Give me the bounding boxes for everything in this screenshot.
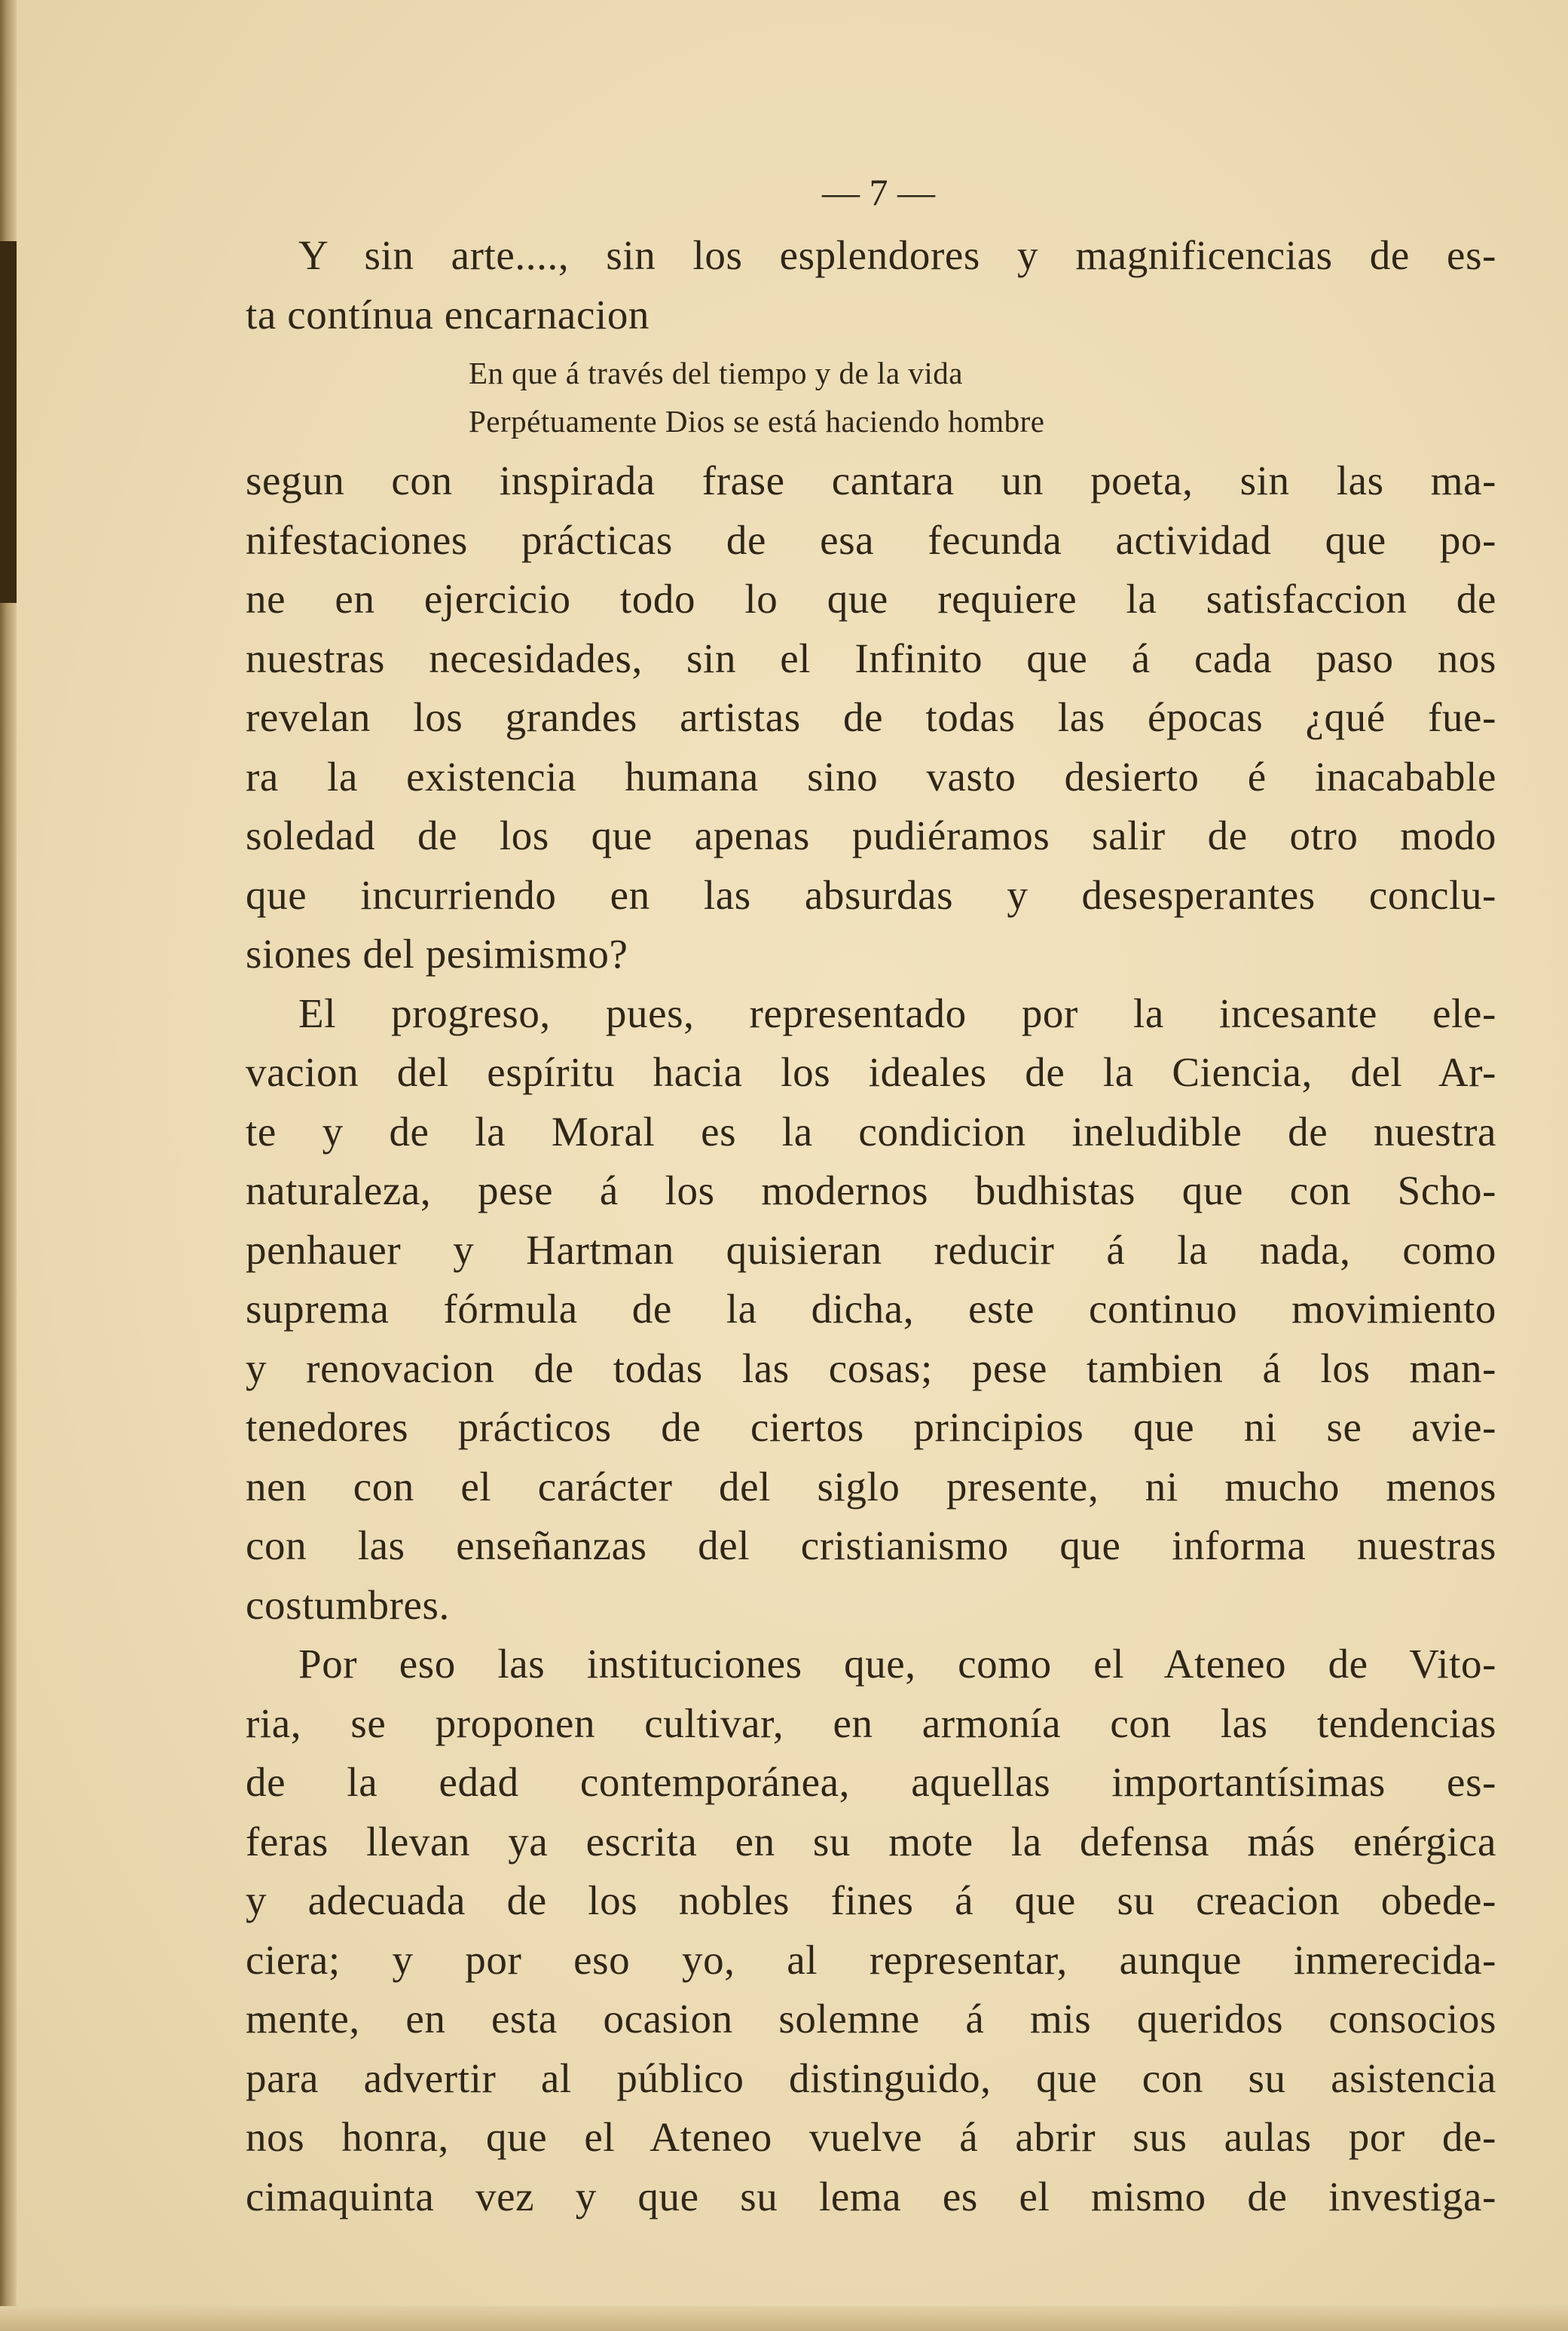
- paragraph-1: [246, 226, 1496, 344]
- verse-line: En que á través del tiempo y de la vida: [469, 356, 963, 390]
- text-line: ra la existencia humana sino vasto desierto é inacabable: [246, 753, 1496, 800]
- text-line: mente, en esta ocasion solemne á mis queridos consocios: [246, 1996, 1496, 2042]
- text-line: con las enseñanzas del cristianismo que informa nuestras: [246, 1522, 1496, 1568]
- text-line: El progreso, pues, representado por la incesante ele-: [298, 990, 1496, 1036]
- page-number: — 7 —: [822, 171, 935, 213]
- text-line: feras llevan ya escrita en su mote la defensa más enérgica: [246, 1818, 1496, 1864]
- text-line: tenedores prácticos de ciertos principios que ni se avie-: [246, 1404, 1496, 1450]
- text-line: que incurriendo en las absurdas y desesperantes conclu-: [246, 871, 1496, 918]
- verse-line: Perpétuamente Dios se está haciendo hombre: [469, 404, 1045, 439]
- text-line: nen con el carácter del siglo presente, ni mucho menos: [246, 1463, 1496, 1510]
- text-line: ne en ejercicio todo lo que requiere la satisfaccion de: [246, 576, 1496, 622]
- text-line: naturaleza, pese á los modernos budhistas que con Scho-: [246, 1167, 1496, 1213]
- text-line: revelan los grandes artistas de todas las épocas ¿qué fue-: [246, 694, 1496, 740]
- text-line: te y de la Moral es la condicion ineludible de nuestra: [246, 1108, 1496, 1155]
- text-line: nuestras necesidades, sin el Infinito que á cada paso nos: [246, 635, 1496, 681]
- text-line: soledad de los que apenas pudiéramos salir de otro modo: [246, 812, 1496, 858]
- text-line: vacion del espíritu hacia los ideales de la Ciencia, del Ar-: [246, 1049, 1496, 1095]
- text-line: Y sin arte...., sin los esplendores y magnificencias de es-: [298, 232, 1496, 278]
- text-line: ta contínua encarnacion: [246, 291, 650, 338]
- paragraph-3: [246, 1635, 1496, 2226]
- page-bottom-edge: [0, 2306, 1568, 2331]
- text-line: Por eso las instituciones que, como el Ateneo de Vito-: [298, 1641, 1496, 1687]
- text-line: y renovacion de todas las cosas; pese tambien á los man-: [246, 1344, 1496, 1391]
- text-line: de la edad contemporánea, aquellas importantísimas es-: [246, 1759, 1496, 1805]
- text-line: ciera; y por eso yo, al representar, aunque inmerecida-: [246, 1936, 1496, 1983]
- text-line: costumbres.: [246, 1581, 450, 1628]
- text-line: cimaquinta vez y que su lema es el mismo de investiga-: [246, 2173, 1496, 2219]
- text-line: ria, se proponen cultivar, en armonía con las tendencias: [246, 1699, 1496, 1746]
- paragraph-1-continuation: [246, 451, 1496, 984]
- verse-quotation: [246, 344, 1496, 451]
- binding-shadow-mark: [0, 241, 17, 603]
- text-line: siones del pesimismo?: [246, 931, 628, 977]
- text-line: y adecuada de los nobles fines á que su creacion obede-: [246, 1877, 1496, 1923]
- text-line: suprema fórmula de la dicha, este continuo movimiento: [246, 1286, 1496, 1332]
- text-line: segun con inspirada frase cantara un poeta, sin las ma-: [246, 457, 1496, 503]
- paragraph-2: [246, 984, 1496, 1635]
- text-line: penhauer y Hartman quisieran reducir á la nada, como: [246, 1226, 1496, 1273]
- page-text: [246, 158, 1496, 2226]
- text-line: nifestaciones prácticas de esa fecunda actividad que po-: [246, 516, 1496, 563]
- text-line: para advertir al público distinguido, que con su asistencia: [246, 2054, 1496, 2101]
- text-line: nos honra, que el Ateneo vuelve á abrir sus aulas por de-: [246, 2114, 1496, 2160]
